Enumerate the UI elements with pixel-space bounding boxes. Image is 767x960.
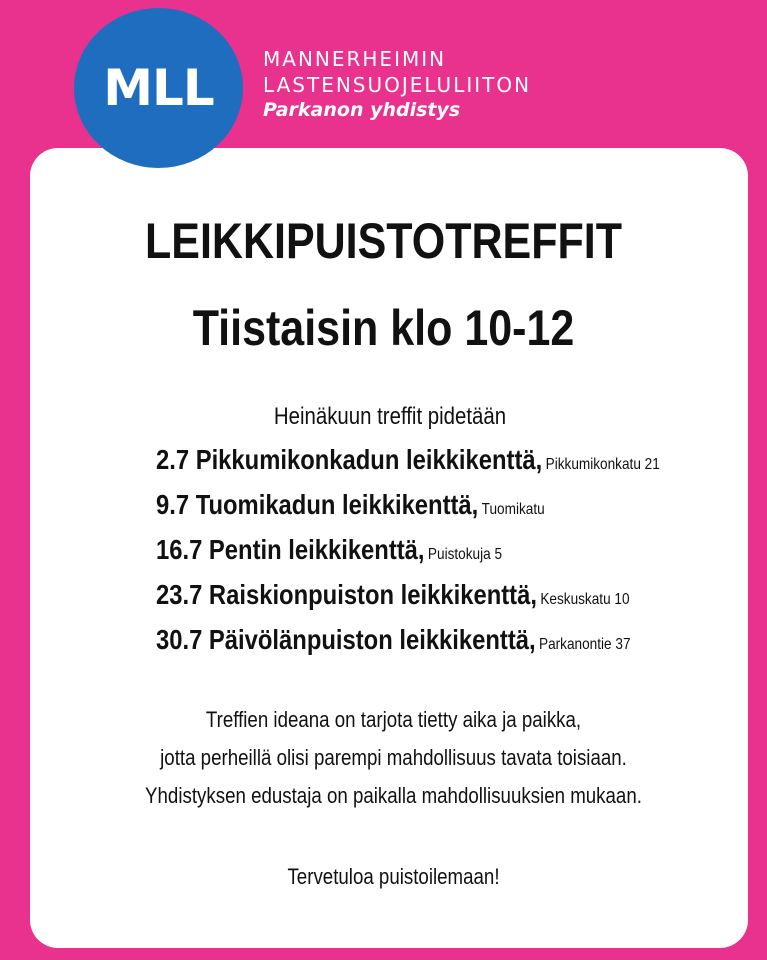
- event-address: Keskuskatu 10: [540, 591, 630, 608]
- event-item: [156, 624, 660, 669]
- event-text: 30.7 Päivölänpuiston leikkikenttä,: [156, 624, 536, 655]
- event-list: [156, 444, 749, 669]
- description-line: Treffien ideana on tarjota tietty aika ja paikka,: [205, 707, 582, 732]
- mll-logo: [74, 8, 243, 168]
- event-item: [156, 489, 660, 534]
- event-item: [156, 534, 660, 579]
- org-line-2: LASTENSUOJELULIITON: [263, 73, 532, 97]
- event-text: 9.7 Tuomikadun leikkikenttä,: [156, 489, 479, 520]
- intro-text: Heinäkuun treffit pidetään: [273, 403, 507, 430]
- org-line-3: Parkanon yhdistys: [263, 99, 461, 121]
- welcome-text: Tervetuloa puistoilemaan!: [287, 864, 500, 889]
- description-text: [59, 701, 728, 815]
- event-address: Parkanontie 37: [539, 636, 631, 653]
- event-address: Pikkumikonkatu 21: [545, 456, 660, 473]
- description-line: Yhdistyksen edustaja on paikalla mahdollisuuksien mukaan.: [145, 783, 642, 808]
- event-address: Puistokuja 5: [427, 546, 503, 563]
- org-line-1: MANNERHEIMIN: [263, 47, 447, 71]
- poster-subtitle: Tiistaisin klo 10-12: [192, 300, 575, 356]
- event-text: 2.7 Pikkumikonkadun leikkikenttä,: [156, 444, 543, 475]
- event-text: 23.7 Raiskionpuiston leikkikenttä,: [156, 579, 537, 610]
- event-address: Tuomikatu: [481, 501, 545, 518]
- event-item: [156, 579, 660, 624]
- logo-abbreviation: MLL: [103, 59, 214, 117]
- poster-title: LEIKKIPUISTOTREFFIT: [144, 213, 622, 269]
- event-item: [156, 444, 660, 489]
- organization-name: [263, 46, 531, 122]
- description-line: jotta perheillä olisi parempi mahdollisuus tavata toisiaan.: [160, 745, 627, 770]
- event-text: 16.7 Pentin leikkikenttä,: [156, 534, 425, 565]
